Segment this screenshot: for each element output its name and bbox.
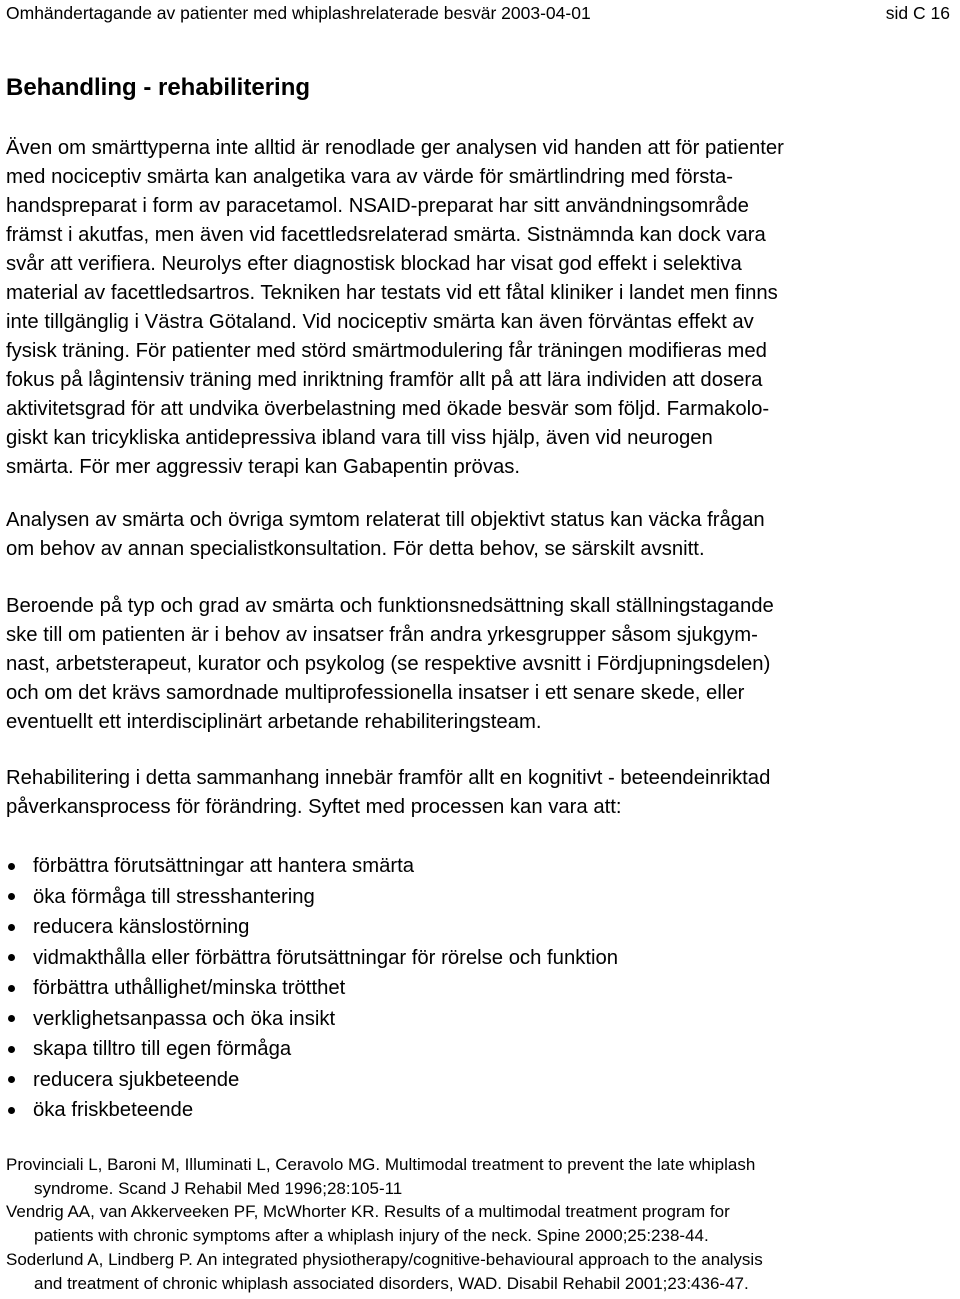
- reference-line: Provinciali L, Baroni M, Illuminati L, Ceravolo MG. Multimodal treatment to prevent the late whiplash: [6, 1155, 756, 1174]
- section-heading: Behandling - rehabilitering: [6, 74, 311, 101]
- text-line: påverkansprocess för förändring. Syftet med processen kan vara att:: [6, 796, 622, 818]
- list-item-text: öka friskbeteende: [33, 1099, 194, 1121]
- list-item-text: vidmakthålla eller förbättra förutsättningar för rörelse och funktion: [33, 946, 619, 969]
- list-item-text: skapa tilltro till egen förmåga: [33, 1038, 292, 1060]
- text-line: främst i akutfas, men även vid facettledsrelaterad smärta. Sistnämnda kan dock vara: [6, 224, 766, 246]
- text-line: inte tillgänglig i Västra Götaland. Vid nociceptiv smärta kan även förväntas effekt av: [6, 311, 754, 333]
- text-line: om behov av annan specialistkonsultation. För detta behov, se särskilt avsnitt.: [6, 538, 705, 560]
- text-line: Även om smärttyperna inte alltid är renodlade ger analysen vid handen att för patienter: [6, 137, 784, 159]
- paragraph-rehabilitation: [6, 764, 770, 822]
- reference-line: and treatment of chronic whiplash associated disorders, WAD. Disabil Rehabil 2001;23:436-47.: [34, 1273, 749, 1293]
- text-line: Beroende på typ och grad av smärta och funktionsnedsättning skall ställningstagande: [6, 595, 774, 617]
- paragraph-treatment: [6, 134, 784, 482]
- bullet-icon: [8, 954, 15, 961]
- list-item-text: verklighetsanpassa och öka insikt: [33, 1007, 336, 1030]
- page-number: sid C 16: [885, 3, 950, 23]
- list-item: [6, 1004, 618, 1035]
- list-item: [6, 851, 618, 882]
- list-item-text: öka förmåga till stresshantering: [33, 885, 315, 908]
- reference-line: syndrome. Scand J Rehabil Med 1996;28:105-11: [34, 1178, 403, 1198]
- text-line: smärta. För mer aggressiv terapi kan Gabapentin prövas.: [6, 456, 521, 478]
- paragraph-analysis: [6, 506, 765, 564]
- text-line: ske till om patienten är i behov av insatser från andra yrkesgrupper såsom sjukgym-: [6, 624, 758, 646]
- text-line: nast, arbetsterapeut, kurator och psykolog (se respektive avsnitt i Fördjupningsdelen): [6, 653, 771, 675]
- bullet-icon: [8, 985, 15, 992]
- reference-line: Vendrig AA, van Akkerveeken PF, McWhorter KR. Results of a multimodal treatment program for: [6, 1202, 730, 1222]
- list-item-text: förbättra förutsättningar att hantera smärta: [33, 855, 415, 877]
- text-line: eventuellt ett interdisciplinärt arbetande rehabiliteringsteam.: [6, 711, 542, 733]
- reference-line: patients with chronic symptoms after a whiplash injury of the neck. Spine 2000;25:238-44.: [34, 1226, 709, 1246]
- text-line: svår att verifiera. Neurolys efter diagnostisk blockad har visat god effekt i selektiva: [6, 253, 742, 275]
- text-line: aktivitetsgrad för att undvika överbelastning med ökade besvär som följd. Farmakolo-: [6, 398, 770, 420]
- text-line: och om det krävs samordnade multiprofessionella insatser i ett senare skede, eller: [6, 682, 745, 704]
- list-item: [6, 912, 618, 943]
- bullet-icon: [8, 893, 15, 900]
- list-item-text: reducera känslostörning: [33, 916, 250, 938]
- list-item: [6, 1095, 618, 1126]
- list-item: [6, 1065, 618, 1096]
- list-item: [6, 882, 618, 913]
- text-line: fysisk träning. För patienter med störd smärtmodulering får träningen modifieras med: [6, 340, 767, 362]
- bullet-icon: [8, 1107, 15, 1114]
- text-line: med nociceptiv smärta kan analgetika vara av värde för smärtlindring med första-: [6, 166, 734, 188]
- list-item: [6, 943, 618, 974]
- text-line: Analysen av smärta och övriga symtom relaterat till objektivt status kan väcka frågan: [6, 509, 765, 531]
- list-item-text: förbättra uthållighet/minska trötthet: [33, 977, 346, 999]
- text-line: Rehabilitering i detta sammanhang innebär framför allt en kognitivt - beteendeinriktad: [6, 767, 771, 789]
- reference-list: [6, 1153, 763, 1295]
- list-item: [6, 1034, 618, 1065]
- bullet-icon: [8, 1015, 15, 1022]
- paragraph-interventions: [6, 592, 774, 737]
- text-line: material av facettledsartros. Tekniken har testats vid ett fåtal kliniker i landet men finns: [6, 282, 778, 304]
- reference-line: Soderlund A, Lindberg P. An integrated physiotherapy/cognitive-behavioural approach to the analysis: [6, 1249, 763, 1269]
- text-line: handspreparat i form av paracetamol. NSAID-preparat har sitt användningsområde: [6, 195, 749, 217]
- goals-bullet-list: [6, 851, 618, 1126]
- document-title: Omhändertagande av patienter med whiplashrelaterade besvär 2003-04-01: [6, 3, 591, 23]
- bullet-icon: [8, 924, 15, 931]
- bullet-icon: [8, 863, 15, 870]
- text-line: fokus på lågintensiv träning med inriktning framför allt på att lära individen att dosera: [6, 369, 763, 391]
- list-item-text: reducera sjukbeteende: [33, 1068, 240, 1091]
- bullet-icon: [8, 1076, 15, 1083]
- list-item: [6, 973, 618, 1004]
- bullet-icon: [8, 1046, 15, 1053]
- text-line: giskt kan tricykliska antidepressiva ibland vara till viss hjälp, även vid neurogen: [6, 427, 713, 449]
